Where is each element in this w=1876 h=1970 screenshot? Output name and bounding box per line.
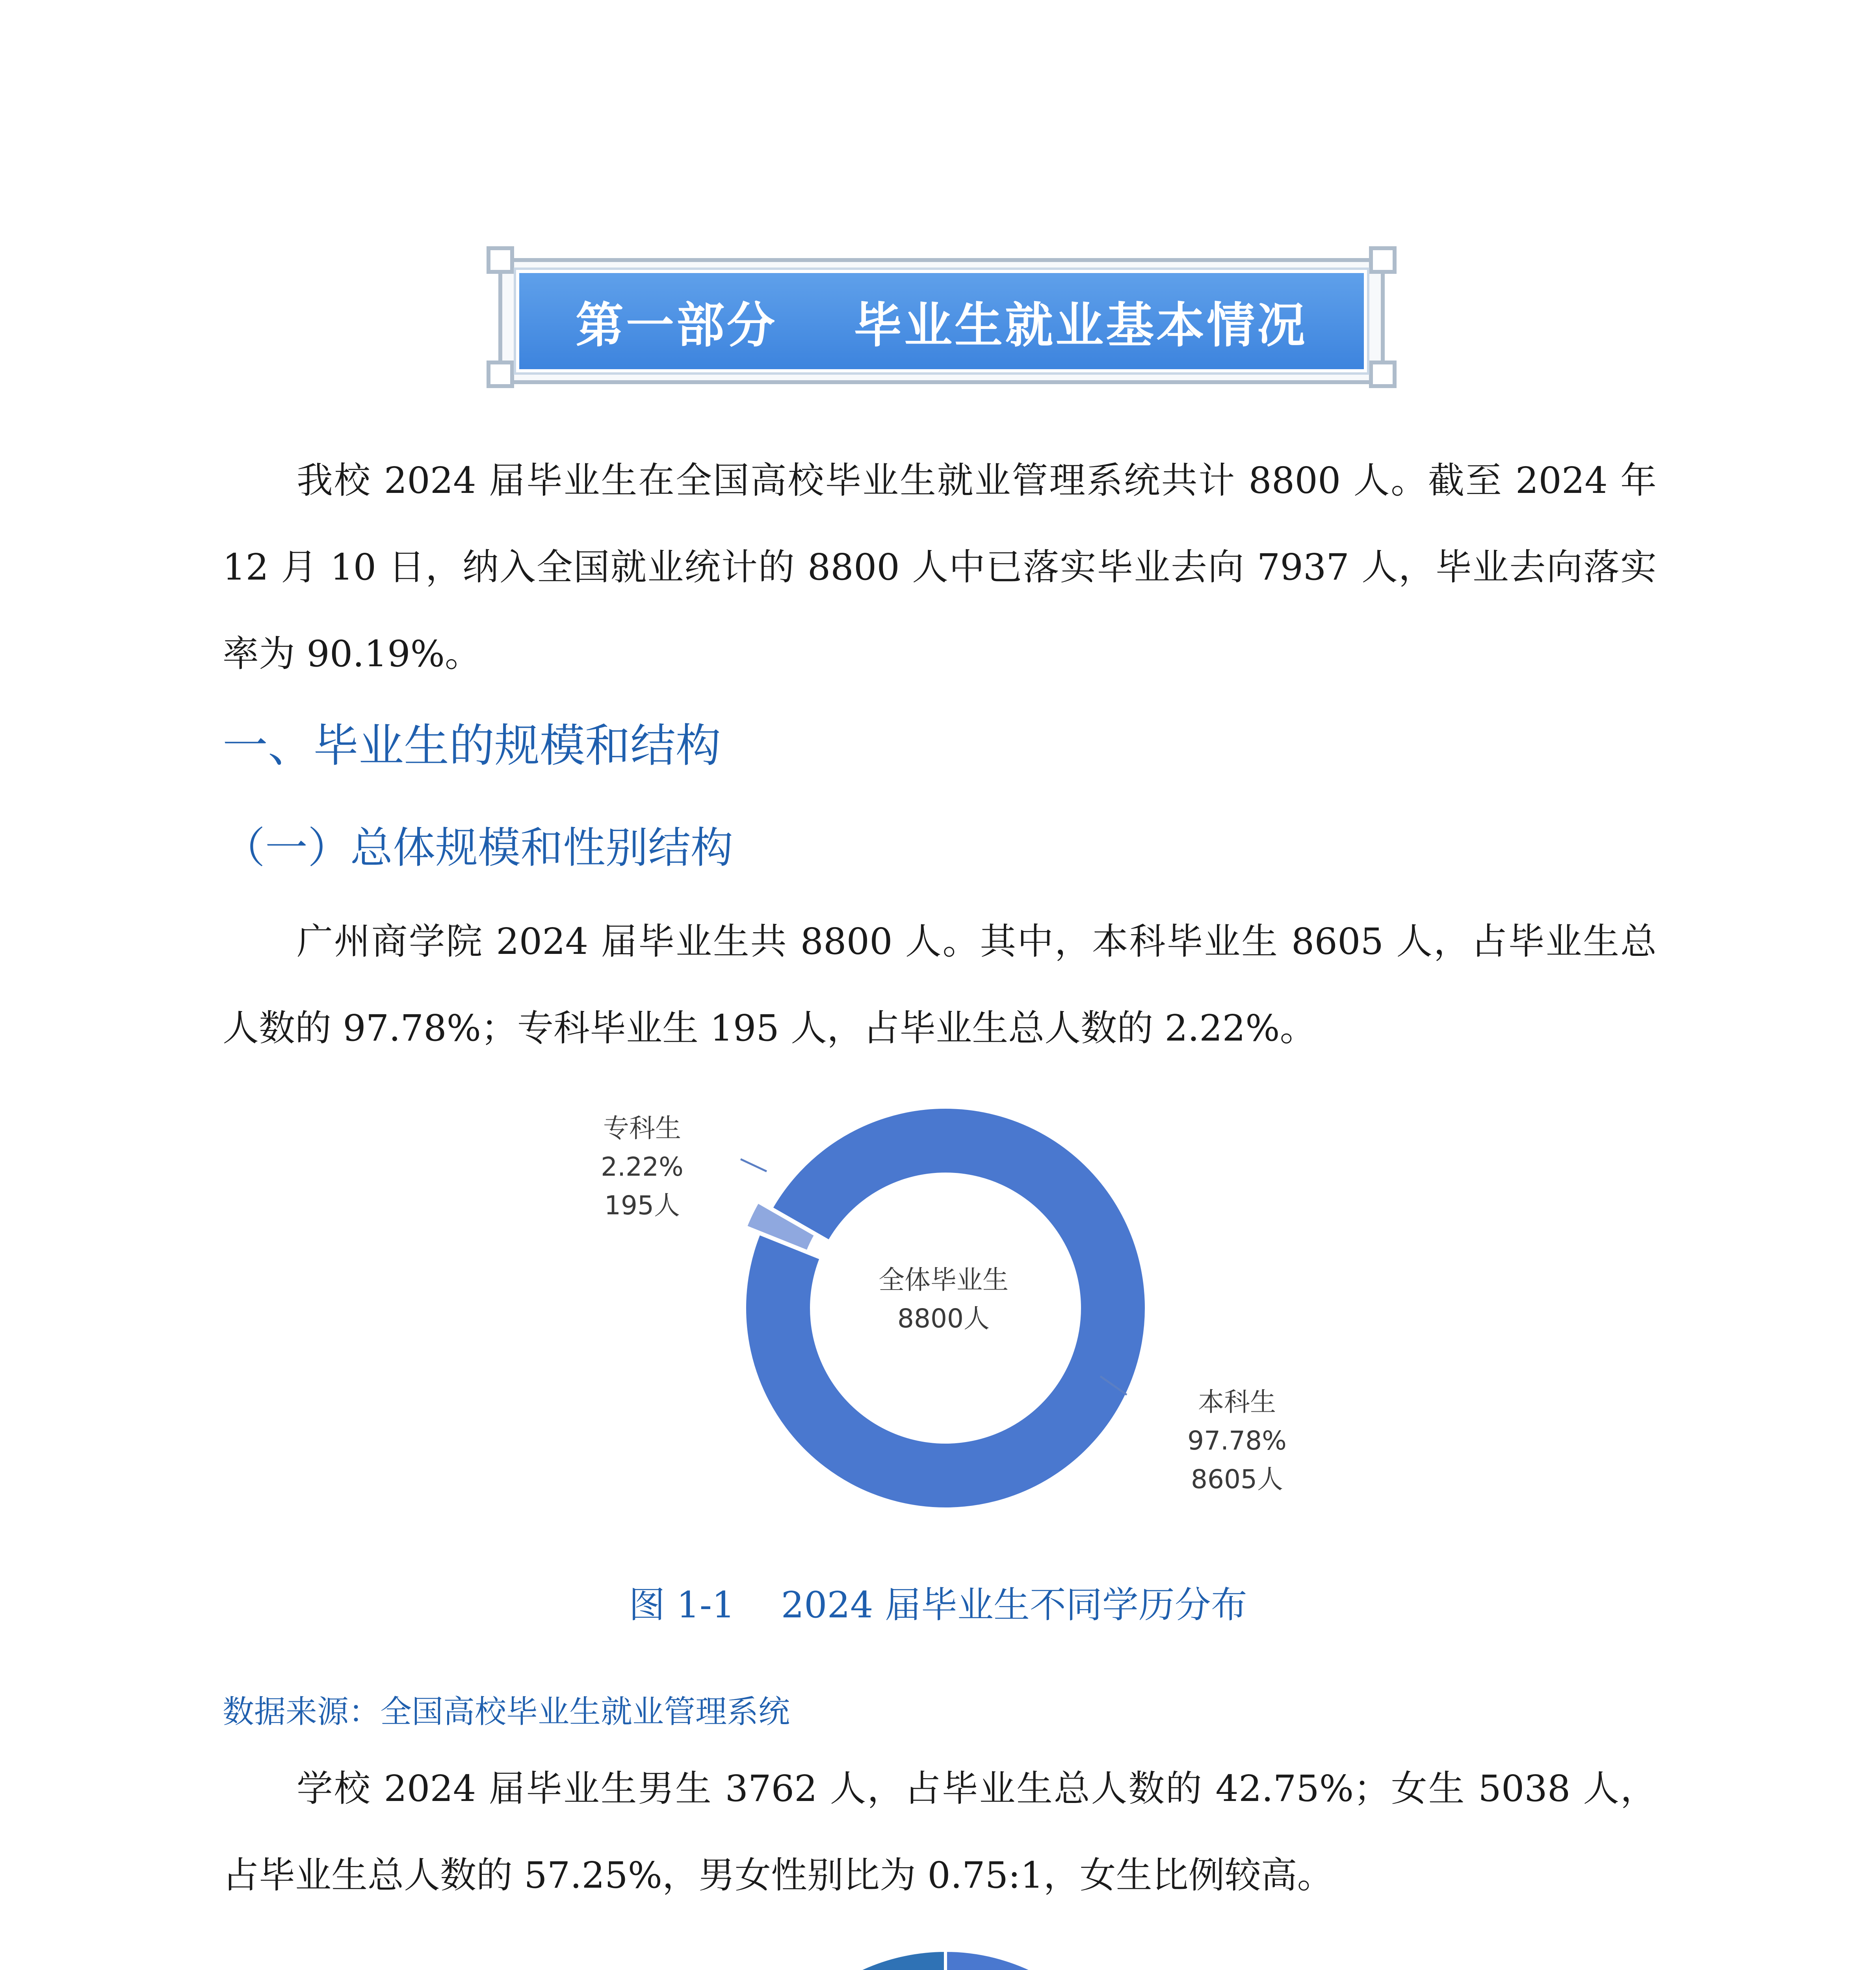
center-value: 8800人	[897, 1303, 990, 1334]
intro-paragraph: 我校 2024 届毕业生在全国高校毕业生就业管理系统共计 8800 人。截至 2024 年 12 月 10 日，纳入全国就业统计的 8800 人中已落实毕业去向 7937 人，毕业去向落实率为 90.19%。	[223, 459, 1657, 675]
label-name: 本科生	[1198, 1387, 1276, 1417]
label-count: 195人	[604, 1190, 680, 1221]
center-title: 全体毕业生	[879, 1265, 1009, 1295]
figure-1-caption: 图 1-1 2024 届毕业生不同学历分布	[629, 1584, 1247, 1626]
label-percent: 2.22%	[601, 1152, 684, 1182]
banner-corner-decoration	[487, 361, 514, 388]
banner-corner-decoration	[1369, 246, 1397, 274]
heading-level-2: （一）总体规模和性别结构	[223, 823, 734, 873]
gender-paragraph: 学校 2024 届毕业生男生 3762 人，占毕业生总人数的 42.75%；女生 5038 人，占毕业生总人数的 57.25%，男女性别比为 0.75:1，女生比例较高。	[223, 1767, 1657, 1896]
banner-corner-decoration	[1369, 361, 1397, 388]
data-source-note: 数据来源：全国高校毕业生就业管理系统	[223, 1693, 790, 1730]
section-banner	[516, 270, 1367, 372]
label-count: 8605人	[1191, 1464, 1283, 1494]
donut-slice-男生	[945, 1950, 1146, 1970]
label-zhuanke	[583, 1109, 701, 1225]
section-title: 第一部分 毕业生就业基本情况	[576, 297, 1308, 353]
scale-paragraph: 广州商学院 2024 届毕业生共 8800 人。其中，本科毕业生 8605 人，占毕业生总人数的 97.78%；专科毕业生 195 人，占毕业生总人数的 2.22%。	[223, 920, 1657, 1049]
banner-corner-decoration	[487, 246, 514, 274]
label-benke	[1178, 1383, 1296, 1499]
label-name: 专科生	[603, 1113, 681, 1143]
donut1-center-label	[865, 1261, 1022, 1338]
leader-line-zhuanke	[741, 1159, 767, 1171]
gender-donut-chart	[709, 1931, 1182, 1970]
label-percent: 97.78%	[1187, 1425, 1287, 1456]
heading-level-1: 一、毕业生的规模和结构	[223, 719, 721, 772]
